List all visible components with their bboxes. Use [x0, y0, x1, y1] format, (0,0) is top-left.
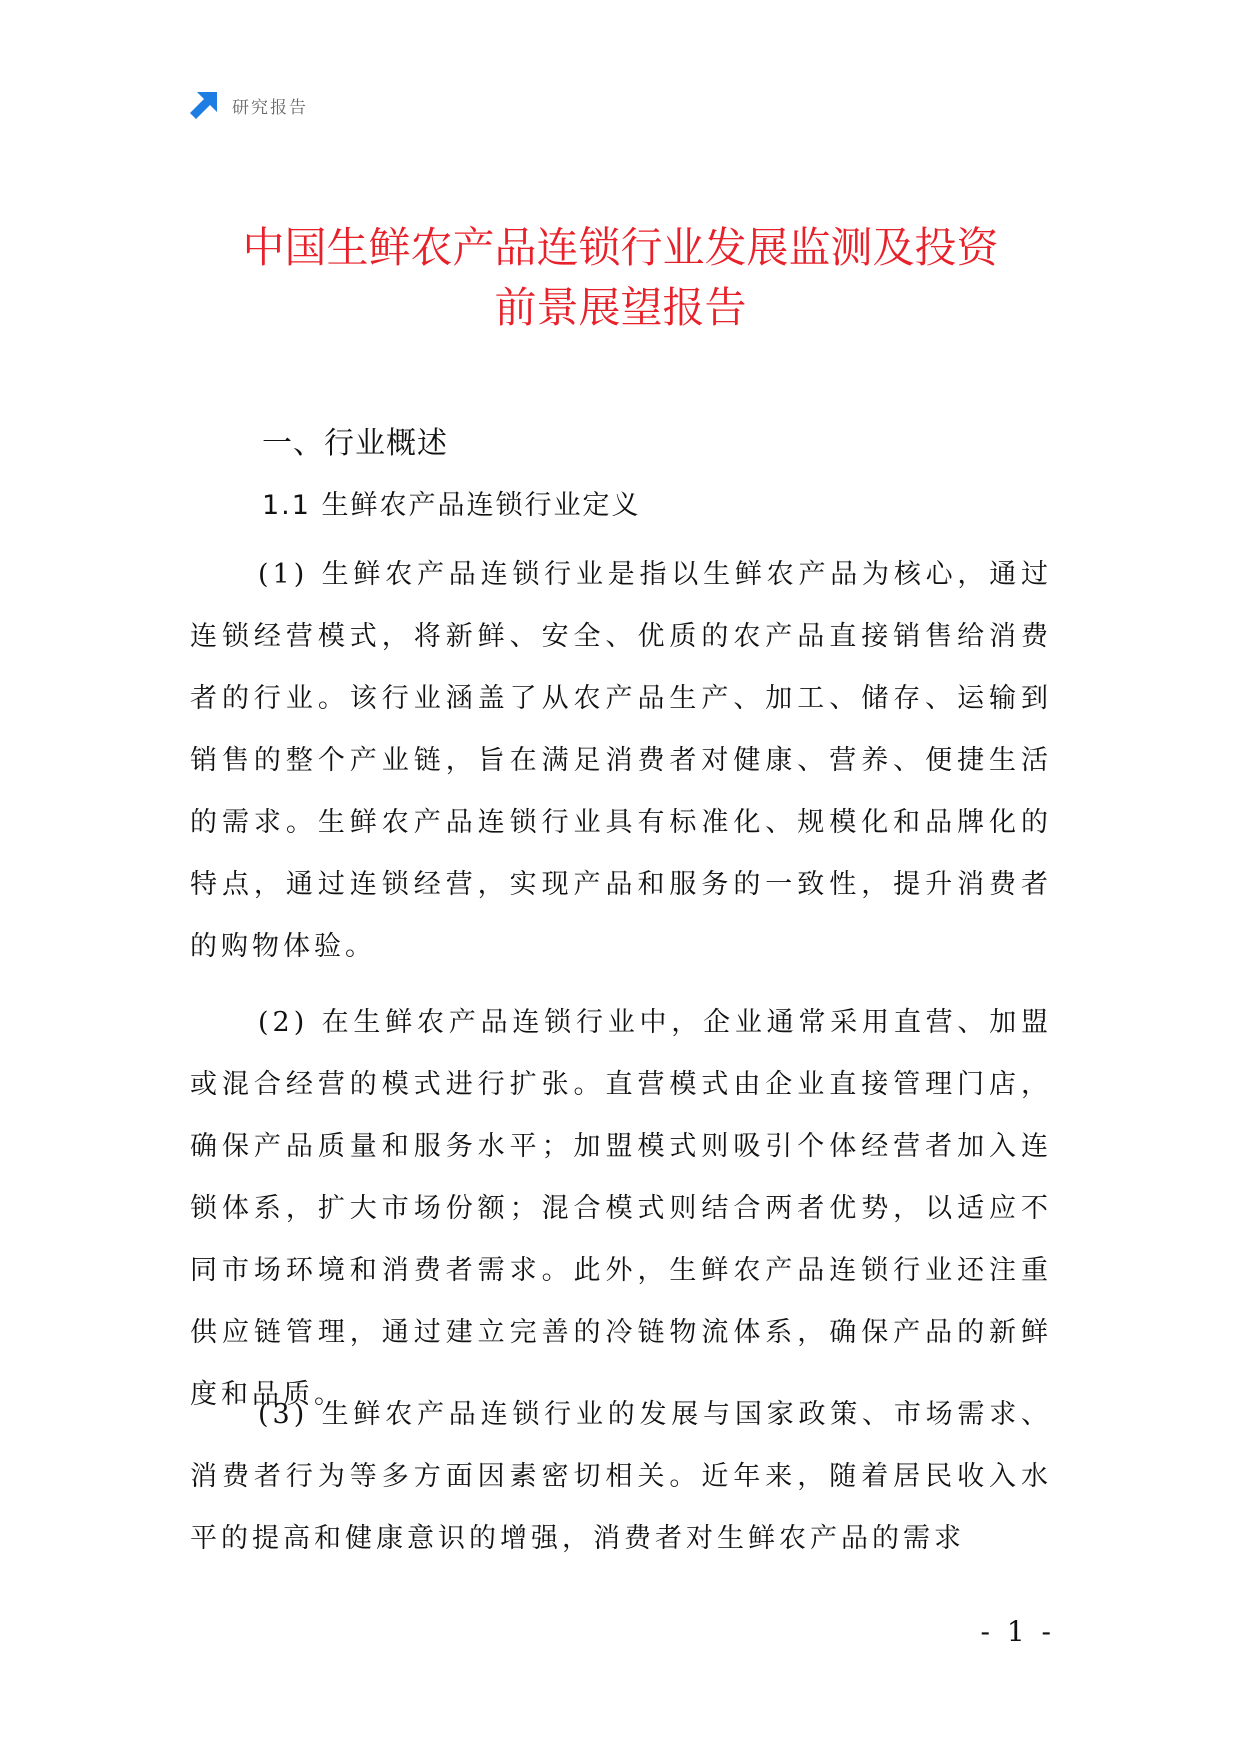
subsection-heading: 1.1 生鲜农产品连锁行业定义 — [262, 490, 641, 521]
header-label: 研究报告 — [232, 97, 308, 118]
paragraph-3: (3) 生鲜农产品连锁行业的发展与国家政策、市场需求、消费者行为等多方面因素密切相关。近年来，随着居民收入水平的提高和健康意识的增强，消费者对生鲜农产品的需求 — [190, 1399, 1052, 1554]
arrow-up-right-logo-icon — [188, 89, 220, 121]
report-header — [188, 88, 308, 122]
report-title — [150, 218, 1091, 338]
page-number: - 1 - — [980, 1615, 1055, 1648]
title-line-2: 前景展望报告 — [494, 283, 747, 332]
paragraph-2: (2) 在生鲜农产品连锁行业中，企业通常采用直营、加盟或混合经营的模式进行扩张。直营模式由企业直接管理门店，确保产品质量和服务水平；加盟模式则吸引个体经营者加入连锁体系，扩大市场份额；混合模式则结合两者优势，以适应不同市场环境和消费者需求。此外，生鲜农产品连锁行业还注重供应链管理，通过建立完善的冷链物流体系，确保产品的新鲜度和品质。 — [190, 1007, 1052, 1410]
paragraph-1: (1) 生鲜农产品连锁行业是指以生鲜农产品为核心，通过连锁经营模式，将新鲜、安全、优质的农产品直接销售给消费者的行业。该行业涵盖了从农产品生产、加工、储存、运输到销售的整个产业链，旨在满足消费者对健康、营养、便捷生活的需求。生鲜农产品连锁行业具有标准化、规模化和品牌化的特点，通过连锁经营，实现产品和服务的一致性，提升消费者的购物体验。 — [190, 559, 1052, 962]
document-body — [190, 420, 1052, 1570]
section-heading: 一、行业概述 — [262, 426, 448, 461]
title-line-1: 中国生鲜农产品连锁行业发展监测及投资 — [242, 223, 999, 272]
